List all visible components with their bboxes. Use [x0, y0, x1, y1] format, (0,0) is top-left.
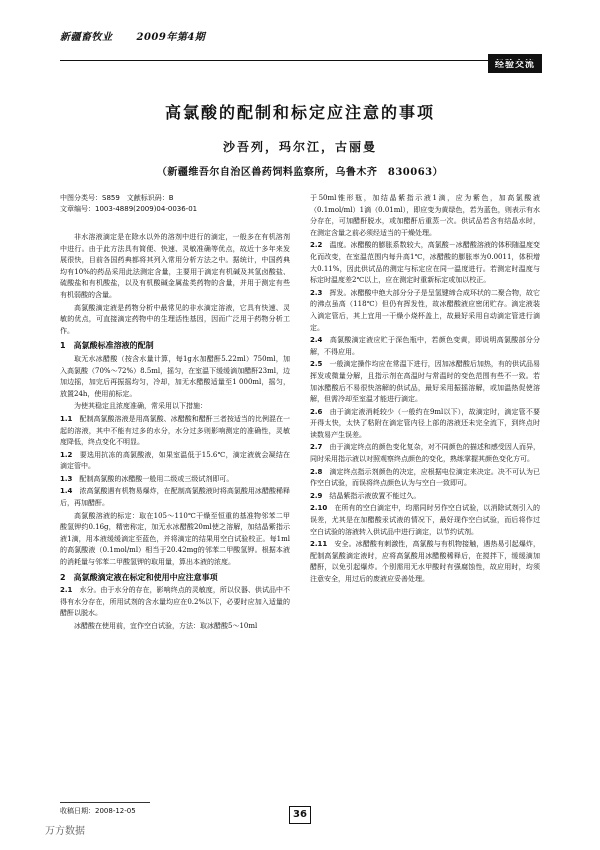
article-number-line: 文章编号：1003-4889(2009)04-0036-01 — [60, 205, 198, 213]
paragraph-text: 结晶紫指示液放置不能过久。 — [329, 491, 421, 500]
paragraph-number: 1.2 — [60, 450, 73, 459]
article-title: 高氯酸的配制和标定应注意的事项 — [164, 103, 435, 122]
paragraph-number: 2.3 — [310, 288, 323, 297]
right-column — [310, 193, 540, 587]
paragraph-number: 2.8 — [310, 467, 323, 476]
numbered-paragraph — [60, 414, 290, 449]
paragraph-text: 在所有的空白滴定中，均需同时另作空白试验，以消除试剂引入的误差，尤其是在加醋酸汞试液的情况下，最好现作空白试验，而后将作过空白试验的溶液转入供试品中进行滴定，以节约试剂。 — [310, 504, 541, 536]
watermark: 万方数据 — [45, 826, 85, 837]
paragraph-number: 2.1 — [60, 586, 73, 595]
paragraph-number: 2.11 — [310, 540, 328, 549]
continued-paragraph: 于50ml锥形瓶，加结晶紫指示液1滴，应为紫色，加高氯酸液（0.1mol/ml）1滴（0.01ml），即应变为黄绿色，若为蓝色，则表示有水分存在，可加醋酐脱水，或加醋酐后重蒸一次。供试品若含有结晶水时，在测定含量之前必须经适当的干燥处理。 — [310, 194, 540, 237]
left-column — [60, 232, 290, 634]
body-paragraph: 取无水冰醋酸（按含水量计算，每1g水加醋酐5.22ml）750ml，加入高氯酸（70%～72%）8.5ml，摇匀，在室温下缓缓滴加醋酐23ml，边加边摇，加完后再振摇均匀，冷却，加无水醋酸适量至1 000ml，摇匀，放置24h，使用前标定。 — [60, 354, 290, 398]
numbered-paragraph — [310, 240, 540, 286]
paragraph-text: 由于滴定液消耗较少（一般约在9ml以下），故滴定时，滴定管不要开得太快，太快了粘附在滴定管内径上部的溶液还未完全流下，到终点时读数易产生误差。 — [310, 407, 540, 439]
paragraph-number: 2.4 — [310, 336, 323, 345]
numbered-paragraph — [60, 585, 290, 620]
paragraph-number: 2.5 — [310, 360, 323, 369]
numbered-paragraph — [310, 407, 540, 442]
paragraph-text: 浓高氯酸遇有机物易爆炸，在配制高氯酸液时将高氯酸用冰醋酸稀释后，再加醋酐。 — [60, 487, 291, 508]
header-rule — [60, 60, 540, 61]
body-paragraph: 高氯酸滴定液是药物分析中最常见的非水滴定溶液，它具有快速、灵敏的优点，可直接滴定药物中的生理活性基因，因而广泛用于药物分析工作。 — [60, 303, 290, 335]
numbered-paragraph — [60, 486, 290, 509]
paragraph-text: 挥发。冰醋酸中绝大部分分子是呈氢键缔合成环状的二聚合物，故它的沸点虽高（118℃）但仍有挥发性，故冰醋酸液应密闭贮存。滴定液装入滴定管后，其上宜用一干燥小烧杯盖上，故最好采用自动滴定管进行滴定。 — [310, 288, 541, 332]
article-authors: 沙吾列，玛尔江，古丽曼 — [222, 140, 377, 154]
paragraph-text: 高氯酸滴定液应贮于深色瓶中，若颜色变黄，即说明高氯酸部分分解，不得应用。 — [310, 336, 541, 356]
numbered-paragraph — [310, 503, 540, 538]
paragraph-number: 1.1 — [60, 414, 73, 423]
paragraph-number: 1.3 — [60, 474, 73, 483]
paragraph-number: 2.2 — [310, 241, 323, 250]
numbered-paragraph — [310, 359, 540, 405]
numbered-paragraph — [310, 467, 540, 490]
issue-label: 2009年第4期 — [136, 32, 206, 43]
numbered-paragraph — [310, 539, 540, 585]
paragraph-text: 要选用抗冻的高氯酸液，如果室温低于15.6℃，滴定液就会凝结在滴定管中。 — [60, 450, 290, 471]
body-paragraph: 为使其稳定且浓度准确，常采用以下措施： — [74, 402, 207, 411]
numbered-paragraph — [310, 335, 540, 358]
numbered-paragraph — [310, 442, 540, 465]
article-meta — [60, 193, 300, 215]
paragraph-text: 滴定终点指示剂颜色的决定，应根据电位滴定来决定。决不可认为已作空白试验，而误将终点颜色认为与空白一致即可。 — [310, 467, 541, 488]
body-paragraph: 非水溶液滴定是在除水以外的溶剂中进行的滴定，一般多在有机溶剂中进行。由于此方法具有简便、快速、灵敏准确等优点，故近十多年来发展很快，目前各国药典都将其列入常用分析方法之中。据统计，中国药典均有10%的药品采用此法测定含量，主要用于滴定有机碱及其氢卤酸盐、硫酸盐和有机酸盐，以及有机酸碱金属盐类药物的含量，并用于测定有些有机弱酸的含量。 — [60, 233, 290, 299]
journal-name: 新疆畜牧业 — [60, 32, 113, 43]
paragraph-text: 由于滴定终点的颜色变化复杂，对不同颜色的描述和感受因人而异，同时采用指示液以对照观察终点颜色的变化，熟练掌握其颜色变化方可。 — [310, 443, 541, 464]
classification-line: 中图分类号：S859 文献标识码：B — [60, 194, 174, 202]
paragraph-number: 2.6 — [310, 407, 323, 416]
footnote-rule — [60, 802, 150, 803]
numbered-paragraph — [310, 288, 540, 334]
paragraph-number: 2.10 — [310, 504, 328, 513]
section-label: 经验交流 — [488, 54, 542, 73]
paragraph-text: 配制高氯酸溶液是用高氯酸、冰醋酸和醋酐三者按适当的比例混在一起的溶液，其中不能有过多的水分，水分过多则影响测定的准确性，灵敏度降低，终点变化不明显。 — [60, 414, 291, 447]
body-paragraph: 高氯酸溶液的标定：取在105～110℃干燥至恒重的基准物邻苯二甲酸氢钾约0.16g，精密称定，加无水冰醋酸20ml使之溶解，加结晶紫指示液1滴，用本液缓缓滴定至蓝色，并将滴定的结果用空白试验校正。每1ml的高氯酸液（0.1mol/ml）相当于20.42mg的邻苯二甲酸氢钾。根据本液的消耗量与邻苯二甲酸氢钾的取用量，算出本液的浓度。 — [60, 511, 290, 567]
numbered-paragraph — [60, 474, 290, 486]
paragraph-text: 温度。冰醋酸的膨胀系数较大，高氯酸－冰醋酸溶液的体积随温度变化而改变，在室温范围内每升高1℃，冰醋酸的膨胀率为0.0011，体积增大0.11%，因此供试品的测定与标定应在同一温度进行。若测定时温度与标定时温度差2℃以上，应在测定时重新标定或加以校正。 — [310, 241, 541, 285]
paragraph-text: 一般滴定操作均应在常温下进行，因加冰醋酸后加热，有的供试品易挥发或微量分解，且指示剂在高温时与常温时的变色范围有些不一致。若加冰醋酸后不易很快溶解的供试品，最好采用振摇溶解，或加温热促使溶解，但需冷却至室温才能进行滴定。 — [310, 360, 541, 404]
numbered-paragraph — [310, 491, 540, 503]
paragraph-text: 安全。冰醋酸有刺激性，高氯酸与有机物接触，遇热易引起爆炸，配制高氯酸滴定液时，应将高氯酸用冰醋酸稀释后，在搅拌下，缓缓滴加醋酐，以免引起爆炸。个别需用无水甲酸时有强腐蚀性，故应用时，均须注意安全，用过后的废液应妥善处理。 — [310, 540, 541, 583]
section-heading: 2 高氯酸滴定液在标定和使用中应注意事项 — [60, 572, 218, 582]
section-heading: 1 高氯酸标准溶液的配制 — [60, 341, 154, 351]
body-paragraph: 冰醋酸在使用前，宜作空白试验，方法：取冰醋酸5～10ml — [74, 622, 258, 630]
paragraph-number: 2.9 — [310, 491, 323, 500]
running-header — [60, 28, 225, 43]
received-date: 收稿日期：2008-12-05 — [60, 807, 136, 815]
paragraph-text: 水分。由于水分的存在，影响终点的灵敏度，所以仪器、供试品中不得有水分存在，所用试剂的含水量均应在0.2%以下，必要时应加入适量的醋酐以脱水。 — [60, 586, 291, 618]
paragraph-number: 1.4 — [60, 487, 73, 496]
page-number: 36 — [289, 806, 311, 824]
paragraph-number: 2.7 — [310, 443, 323, 452]
article-affiliation: （新疆维吾尔自治区兽药饲料监察所，乌鲁木齐 830063） — [156, 167, 444, 178]
numbered-paragraph — [60, 450, 290, 473]
paragraph-text: 配制高氯酸的冰醋酸一般用二级或三级试剂即可。 — [79, 474, 234, 483]
